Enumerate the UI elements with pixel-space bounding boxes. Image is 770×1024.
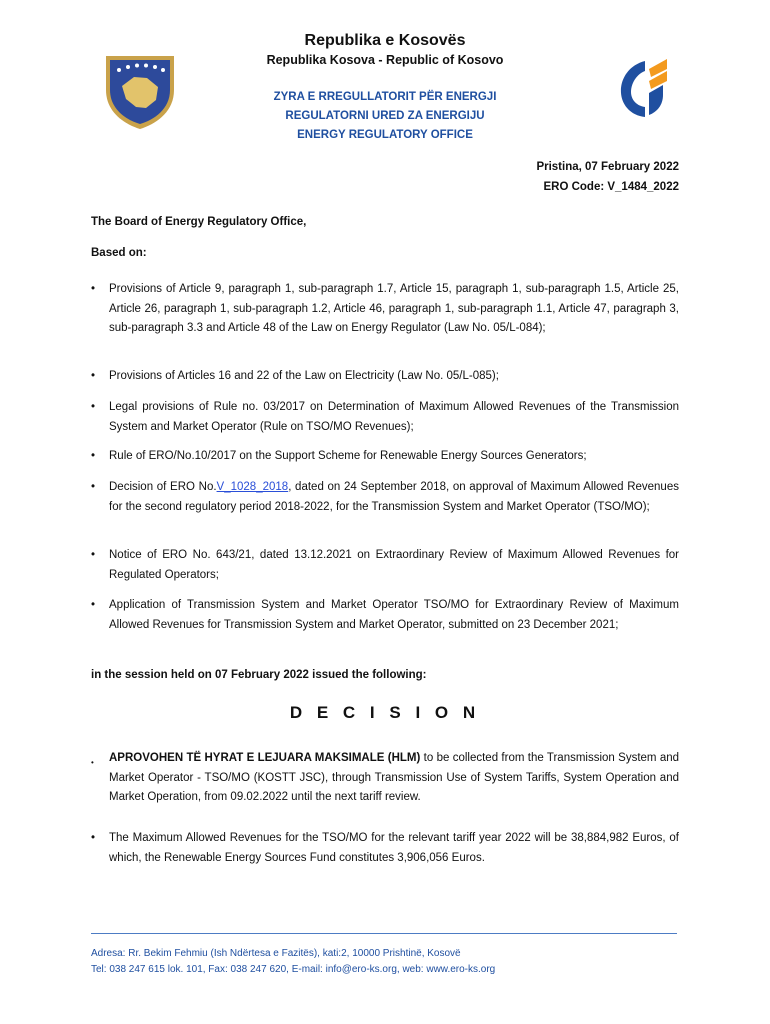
list-item: • Decision of ERO No.V_1028_2018, dated on 24 September 2018, on approval of Maximum Allowed Revenues for the second regulatory period 2018-2022, for the Transmission System and Market Operator (TSO/MO);: [91, 481, 679, 513]
list-item: • Rule of ERO/No.10/2017 on the Support Scheme for Renewable Energy Sources Generators;: [91, 450, 587, 462]
place-date: Pristina, 07 February 2022: [536, 161, 679, 173]
ero-logo-icon: [615, 55, 675, 120]
decision-title: D E C I S I O N: [289, 703, 481, 722]
footer-divider: [91, 933, 677, 934]
based-on-heading: Based on:: [91, 247, 147, 259]
footer-address: Adresa: Rr. Bekim Fehmiu (Ish Ndërtesa e Fazitës), kati:2, 10000 Prishtinë, Kosovë: [91, 948, 461, 959]
country-name-multilingual: Republika Kosova - Republic of Kosovo: [266, 53, 504, 67]
footer-contact: Tel: 038 247 615 lok. 101, Fax: 038 247 620, E-mail: info@ero-ks.org, web: www.ero-ks.org: [91, 964, 496, 975]
office-name-serbian: REGULATORNI URED ZA ENERGIJU: [285, 110, 485, 122]
list-item: • Legal provisions of Rule no. 03/2017 on Determination of Maximum Allowed Revenues of the Transmission System and Market Operator (Rule on TSO/MO Revenues);: [91, 401, 679, 433]
ero-code: ERO Code: V_1484_2022: [543, 181, 679, 193]
board-heading: The Board of Energy Regulatory Office,: [91, 216, 307, 228]
country-name: Republika e Kosovës: [304, 32, 466, 49]
list-item: • APROVOHEN TË HYRAT E LEJUARA MAKSIMALE (HLM) to be collected from the Transmission System and Market Operator - TSO/MO (KOSTT JSC), through Transmission Use of System Tariffs, System Operation and Market Operation, from 09.02.2022 until the next tariff review.: [91, 752, 680, 803]
list-item: • Application of Transmission System and Market Operator TSO/MO for Extraordinary Review of Maximum Allowed Revenues for Transmission System and Market Operator, submitted on 23 December 2021;: [91, 599, 679, 631]
footer: [91, 946, 691, 978]
office-name-english: ENERGY REGULATORY OFFICE: [297, 129, 473, 141]
decision-reference-link[interactable]: V_1028_2018: [216, 481, 289, 493]
session-statement: in the session held on 07 February 2022 issued the following:: [91, 669, 427, 681]
list-item: • The Maximum Allowed Revenues for the TSO/MO for the relevant tariff year 2022 will be 38,884,982 Euros, of which, the Renewable Energy Sources Fund constitutes 3,906,056 Euros.: [91, 832, 679, 864]
list-item: • Notice of ERO No. 643/21, dated 13.12.2021 on Extraordinary Review of Maximum Allowed Revenues for Regulated Operators;: [91, 549, 679, 581]
document-meta: [536, 157, 679, 197]
office-name-albanian: ZYRA E RREGULLATORIT PËR ENERGJI: [273, 91, 497, 103]
list-item: • Provisions of Articles 16 and 22 of the Law on Electricity (Law No. 05/L-085);: [91, 370, 499, 382]
list-item: • Provisions of Article 9, paragraph 1, sub-paragraph 1.7, Article 15, paragraph 1, sub-paragraph 1.5, Article 25, Article 26, paragraph 1, sub-paragraph 1.2, Article 46, paragraph 1, sub-paragraph 1.1, Article 47, paragraph 3, sub-paragraph 3.3 and Article 48 of the Law on Energy Regulator (Law No. 05/L-084);: [91, 283, 679, 334]
